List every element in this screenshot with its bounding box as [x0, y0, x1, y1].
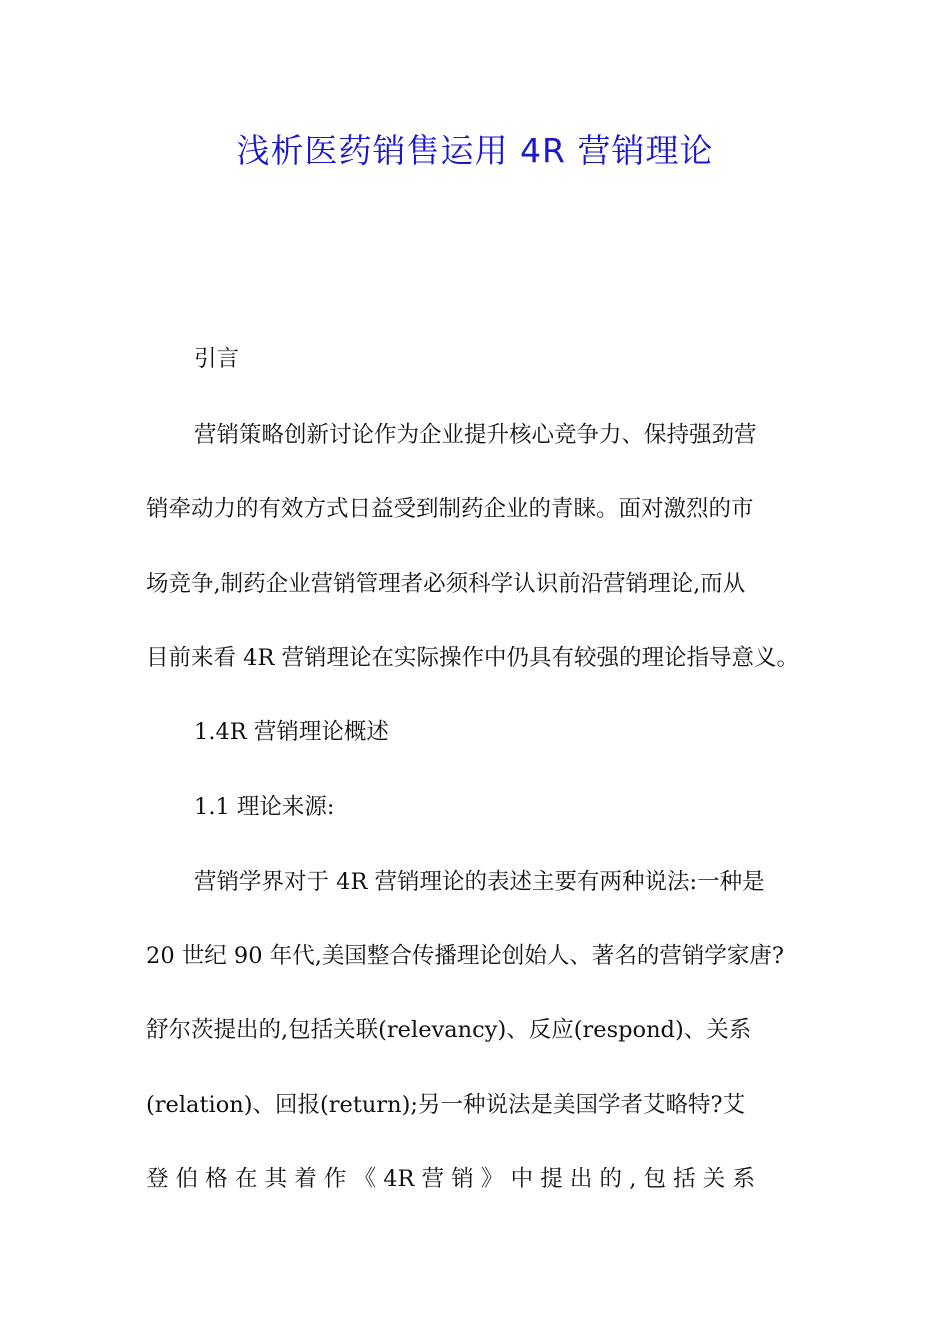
heading-introduction: 引言 [194, 346, 240, 372]
paragraph-line: 销牵动力的有效方式日益受到制药企业的青睐。面对激烈的市 [146, 496, 754, 522]
document-title: 浅析医药销售运用 4R 营销理论 [236, 131, 714, 170]
paragraph-line: 20 世纪 90 年代,美国整合传播理论创始人、著名的营销学家唐? [146, 943, 784, 969]
paragraph-line: (relation)、回报(return);另一种说法是美国学者艾略特?艾 [146, 1092, 746, 1118]
paragraph-line: 登 伯 格 在 其 着 作 《 4R 营 销 》 中 提 出 的 , 包 括 关 系 [146, 1166, 755, 1192]
paragraph-line: 舒尔茨提出的,包括关联(relevancy)、反应(respond)、关系 [146, 1017, 752, 1043]
paragraph-line: 营销策略创新讨论作为企业提升核心竞争力、保持强劲营 [194, 422, 757, 448]
paragraph-line: 营销学界对于 4R 营销理论的表述主要有两种说法:一种是 [194, 869, 765, 895]
section-heading: 1.4R 营销理论概述 [194, 719, 389, 745]
paragraph-line: 目前来看 4R 营销理论在实际操作中仍具有较强的理论指导意义。 [146, 645, 800, 671]
paragraph-line: 场竞争,制药企业营销管理者必须科学认识前沿营销理论,而从 [146, 571, 746, 597]
subsection-heading: 1.1 理论来源: [194, 794, 335, 820]
